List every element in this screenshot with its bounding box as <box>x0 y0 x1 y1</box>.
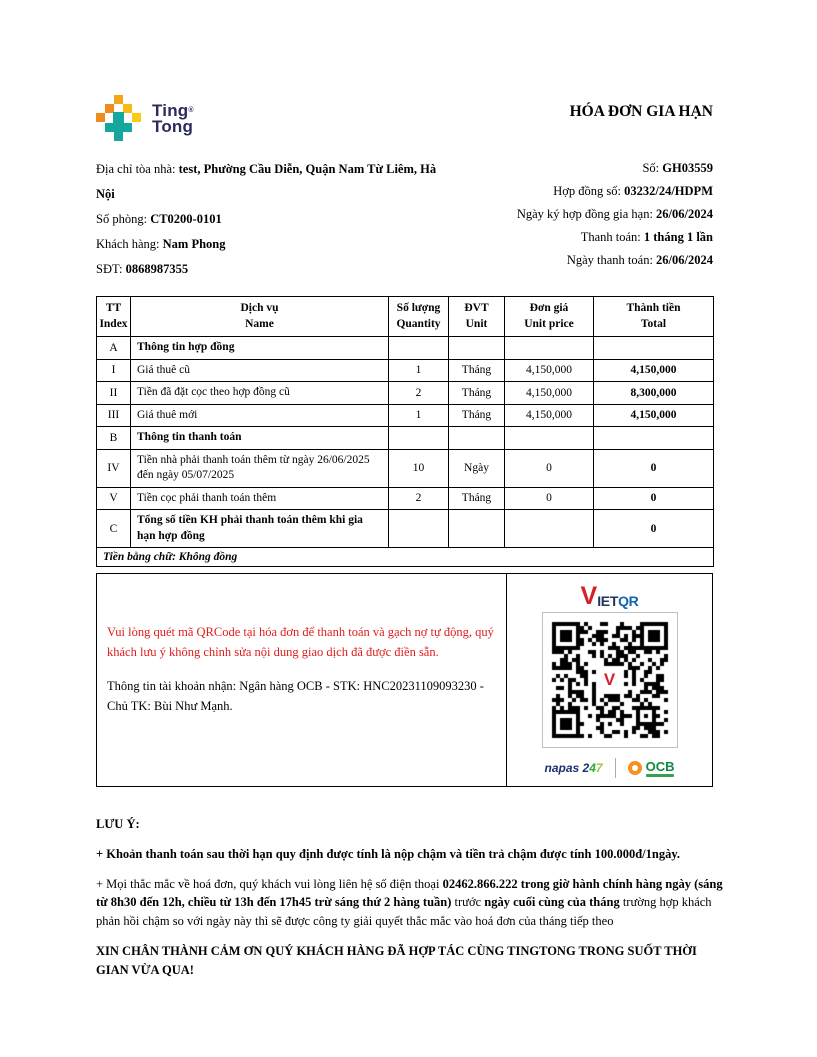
cell-quantity: 2 <box>389 487 449 510</box>
cell-total: 8,300,000 <box>594 382 714 405</box>
vietqr-v-glyph: V <box>580 582 598 611</box>
info-value: 03232/24/HDPM <box>624 184 713 198</box>
info-value: 0868987355 <box>125 262 189 276</box>
cell-unit: Tháng <box>449 487 505 510</box>
tingtong-brand-icon <box>96 95 143 142</box>
text-segment: Thông tin tài khoản nhận: Ngân hàng OCB - STK: <box>107 679 364 694</box>
cell-unit-price <box>505 510 594 548</box>
info-value: CT0200-0101 <box>150 212 222 226</box>
text-segment: ngày cuối cùng của tháng <box>484 895 620 910</box>
document-title: HÓA ĐƠN GIA HẠN <box>569 103 713 120</box>
qr-footer-logos <box>545 758 675 778</box>
cell-total <box>594 427 714 450</box>
info-value: GH03559 <box>662 161 713 175</box>
cell-unit-price <box>505 427 594 450</box>
thank-you-text: XIN CHÂN THÀNH CẢM ƠN QUÝ KHÁCH HÀNG ĐÃ HỢP TÁC CÙNG TINGTONG TRONG SUỐT THỜI GIAN VỪA QUA! <box>96 943 697 977</box>
cell-total: 0 <box>594 510 714 548</box>
cell-service-name: Thông tin thanh toán <box>131 427 389 450</box>
brand-line1: Ting <box>152 100 189 120</box>
info-right-column <box>448 157 713 282</box>
text-segment: trường hợp khách phản hồi chậm so với ngày này thì sẽ được công ty giải quyết thắc mắc vào hoá đơn của tháng tiếp theo <box>96 895 712 929</box>
info-label: Thanh toán: <box>580 230 644 244</box>
info-left-column <box>96 157 448 282</box>
cell-index: I <box>97 359 131 382</box>
tingtong-logo <box>96 95 194 142</box>
info-value: 26/06/2024 <box>656 207 713 221</box>
account-info-text <box>107 676 494 716</box>
cell-total: 0 <box>594 449 714 487</box>
vietqr-center-icon: V <box>598 668 622 692</box>
cell-index: V <box>97 487 131 510</box>
cell-unit <box>449 510 505 548</box>
table-row <box>97 449 714 487</box>
cell-quantity <box>389 427 449 450</box>
info-line <box>448 203 713 226</box>
table-header-row <box>97 297 714 337</box>
table-row <box>97 427 714 450</box>
col-header-quantity: Số lượng Quantity <box>389 297 449 337</box>
notes-section <box>96 815 726 979</box>
amount-in-words: Tiền bằng chữ: Không đồng <box>97 548 714 567</box>
cell-unit: Tháng <box>449 404 505 427</box>
cell-quantity: 2 <box>389 382 449 405</box>
cell-service-name: Tổng số tiền KH phải thanh toán thêm khi gia hạn hợp đồng <box>131 510 389 548</box>
info-label: Khách hàng: <box>96 237 163 251</box>
cell-service-name: Tiền đã đặt cọc theo hợp đồng cũ <box>131 382 389 405</box>
cell-quantity <box>389 337 449 360</box>
col-header-unit: ĐVT Unit <box>449 297 505 337</box>
payment-qr-box <box>96 573 713 787</box>
info-label: Ngày thanh toán: <box>566 253 657 267</box>
info-label: Số phòng: <box>96 212 151 226</box>
info-value: 26/06/2024 <box>656 253 713 267</box>
info-line <box>448 157 713 180</box>
info-label: Số: <box>642 161 663 175</box>
table-row <box>97 382 714 405</box>
text-segment: . <box>229 699 233 714</box>
cell-service-name: Giá thuê mới <box>131 404 389 427</box>
info-line <box>96 257 448 282</box>
info-line <box>448 226 713 249</box>
col-header-index: TT Index <box>97 297 131 337</box>
napas-247-logo: napas 247 <box>544 761 603 776</box>
col-header-unit-price: Đơn giá Unit price <box>505 297 594 337</box>
text-segment: Bùi Như Mạnh <box>154 699 230 714</box>
amount-in-words-row <box>97 548 714 567</box>
ocb-bank-logo: OCB <box>628 760 675 777</box>
text-segment: - Chủ TK: <box>107 679 484 714</box>
cell-unit-price: 4,150,000 <box>505 404 594 427</box>
cell-quantity: 1 <box>389 359 449 382</box>
payment-instructions <box>97 574 507 786</box>
table-row <box>97 404 714 427</box>
vietqr-logo: V IET QR <box>580 582 639 611</box>
cell-quantity: 10 <box>389 449 449 487</box>
cell-index: II <box>97 382 131 405</box>
qr-notice-text: Vui lòng quét mã QRCode tại hóa đơn để thanh toán và gạch nợ tự động, quý khách lưu ý không chỉnh sửa nội dung giao dịch đã được điền sẵn. <box>107 625 494 660</box>
qr-code <box>542 612 678 748</box>
header <box>96 95 713 142</box>
cell-unit: Ngày <box>449 449 505 487</box>
cell-index: III <box>97 404 131 427</box>
cell-unit-price: 4,150,000 <box>505 359 594 382</box>
cell-service-name: Giá thuê cũ <box>131 359 389 382</box>
info-value: test, Phường Cầu Diễn, Quận Nam Từ Liêm, Hà Nội <box>96 162 437 201</box>
table-row <box>97 337 714 360</box>
footer-divider <box>615 758 616 778</box>
cell-service-name: Tiền cọc phải thanh toán thêm <box>131 487 389 510</box>
cell-service-name: Thông tin hợp đồng <box>131 337 389 360</box>
info-label: SĐT: <box>96 262 126 276</box>
cell-total: 0 <box>594 487 714 510</box>
text-segment: trước <box>451 895 485 910</box>
col-header-total: Thành tiền Total <box>594 297 714 337</box>
text-segment: HNC20231109093230 <box>363 679 477 694</box>
ocb-disc-icon <box>628 761 642 775</box>
info-value: Nam Phong <box>162 237 226 251</box>
info-line <box>448 180 713 203</box>
cell-unit <box>449 427 505 450</box>
info-line <box>448 249 713 272</box>
cell-unit-price: 4,150,000 <box>505 382 594 405</box>
cell-total <box>594 337 714 360</box>
cell-service-name: Tiền nhà phải thanh toán thêm từ ngày 26/06/2025 đến ngày 05/07/2025 <box>131 449 389 487</box>
cell-unit-price: 0 <box>505 449 594 487</box>
text-segment: 02462.866.222 trong giờ hành chính hàng ngày (sáng từ 8h30 đến 12h, chiều từ 13h đến 17h45 trừ sáng thứ 2 hàng tuần) <box>96 876 723 910</box>
note-late-payment: + Khoản thanh toán sau thời hạn quy định được tính là nộp chậm và tiền trả chậm được tính 100.000đ/1ngày. <box>96 846 681 861</box>
cell-unit-price <box>505 337 594 360</box>
cell-index: A <box>97 337 131 360</box>
info-label: Địa chỉ tòa nhà: <box>96 162 179 176</box>
info-line <box>96 207 448 232</box>
cell-quantity <box>389 510 449 548</box>
table-row <box>97 487 714 510</box>
invoice-info <box>96 157 713 282</box>
cell-total: 4,150,000 <box>594 359 714 382</box>
info-line <box>96 232 448 257</box>
cell-unit: Tháng <box>449 382 505 405</box>
cell-index: C <box>97 510 131 548</box>
cell-quantity: 1 <box>389 404 449 427</box>
cell-index: B <box>97 427 131 450</box>
cell-unit-price: 0 <box>505 487 594 510</box>
ocb-tagline <box>646 774 675 777</box>
text-segment: + Mọi thắc mắc về hoá đơn, quý khách vui lòng liên hệ số điện thoại <box>96 876 443 891</box>
brand-line2: Tong <box>152 116 194 136</box>
qr-panel <box>507 574 712 786</box>
col-header-name: Dịch vụ Name <box>131 297 389 337</box>
cell-total: 4,150,000 <box>594 404 714 427</box>
info-line <box>96 157 448 207</box>
info-label: Ngày ký hợp đồng gia hạn: <box>516 207 657 221</box>
cell-index: IV <box>97 449 131 487</box>
cell-unit <box>449 337 505 360</box>
notes-title: LƯU Ý: <box>96 817 140 832</box>
registered-mark: ® <box>188 106 194 114</box>
invoice-table <box>96 296 714 567</box>
table-row <box>97 359 714 382</box>
note-contact <box>96 875 726 931</box>
info-value: 1 tháng 1 lần <box>643 230 713 244</box>
table-row <box>97 510 714 548</box>
cell-unit: Tháng <box>449 359 505 382</box>
tingtong-wordmark <box>152 100 194 136</box>
info-label: Hợp đồng số: <box>553 184 625 198</box>
